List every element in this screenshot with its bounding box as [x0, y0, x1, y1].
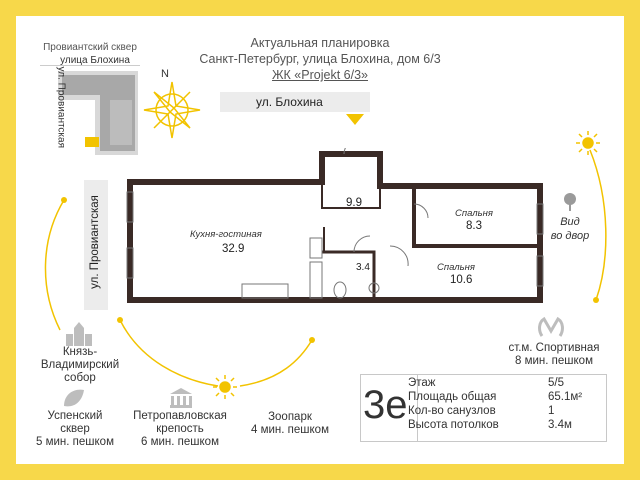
address-line: Санкт-Петербург, улица Блохина, дом 6/3: [199, 52, 441, 66]
apartment-type: 3e: [363, 383, 408, 427]
room-area-kitchen: 32.9: [222, 243, 245, 255]
room-label-kitchen: Кухня-гостиная: [190, 229, 262, 240]
poi-prince-cathedral: Князь- Владимирский собор: [40, 346, 120, 384]
park-label: Провиантский сквер: [43, 42, 137, 53]
view-label: Вид во двор: [550, 216, 590, 242]
street-label-side: ул. Провиантская: [55, 66, 67, 149]
stat-value: 65.1м²: [548, 391, 583, 403]
compass-north-label: N: [161, 68, 169, 80]
complex-name: ЖК «Projekt 6/3»: [272, 68, 368, 82]
stats-row: [404, 418, 586, 432]
plan-title: Актуальная планировка: [250, 36, 390, 50]
poi-petropavlovsk-walk: 6 мин. пешком: [141, 436, 219, 448]
stats-row: [404, 404, 586, 418]
stat-value: 5/5: [548, 377, 564, 389]
stat-label: Этаж: [408, 377, 436, 389]
poi-uspensky: Успенский сквер: [47, 410, 103, 435]
stat-label: Площадь общая: [408, 391, 497, 403]
room-label-bedroom-2: Спальня: [437, 262, 475, 273]
leaf-icon: [62, 388, 86, 408]
sun-icon: [212, 374, 238, 400]
room-area-bathroom: 3.4: [356, 262, 370, 273]
poi-uspensky-walk: 5 мин. пешком: [36, 436, 114, 448]
poi-metro-walk: 8 мин. пешком: [515, 355, 593, 367]
poi-metro: ст.м. Спортивная: [508, 342, 600, 354]
street-band-label: ул. Провиантская: [89, 195, 101, 289]
stat-value: 1: [548, 405, 555, 417]
stat-value: 3.4м: [548, 419, 572, 431]
room-area-bedroom-2: 10.6: [450, 274, 473, 286]
metro-icon: [538, 316, 564, 340]
room-label-bedroom-1: Спальня: [455, 208, 493, 219]
poi-zoo: Зоопарк: [268, 411, 312, 423]
stats-row: [404, 390, 586, 404]
room-area-hall: 9.9: [346, 197, 362, 209]
street-banner-label: ул. Блохина: [256, 95, 323, 109]
street-label-top: улица Блохина: [60, 55, 130, 66]
room-area-bedroom-1: 8.3: [466, 220, 482, 232]
church-icon: [64, 322, 94, 346]
sun-icon-east: [575, 130, 601, 156]
poi-zoo-walk: 4 мин. пешком: [251, 424, 329, 436]
stat-label: Высота потолков: [408, 419, 499, 431]
fortress-icon: [168, 388, 194, 408]
poi-petropavlovsk: Петропавловская крепость: [133, 410, 227, 435]
stats-table: [404, 376, 586, 432]
stat-label: Кол-во санузлов: [408, 405, 496, 417]
stats-row: [404, 376, 586, 390]
